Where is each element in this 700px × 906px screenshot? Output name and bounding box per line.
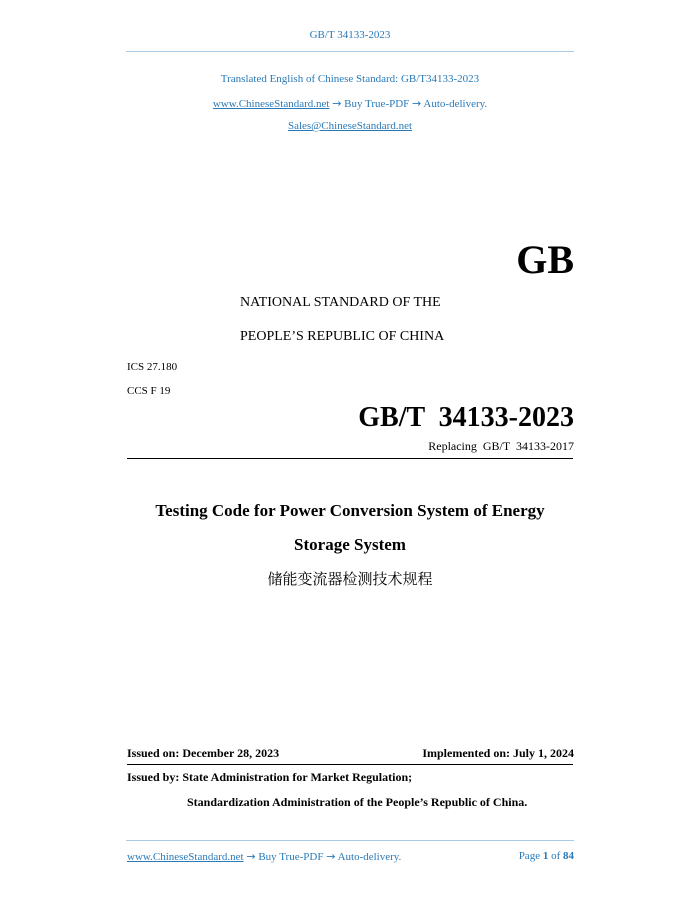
ics-code: ICS 27.180 <box>127 361 178 373</box>
promo-line: Translated English of Chinese Standard: GB/T34133-2023 <box>220 73 480 85</box>
page-number: 1 <box>542 850 549 862</box>
issued-by-line1: Issued by: State Administration for Market Regulation; <box>127 770 413 784</box>
gb-logo: GB <box>516 237 574 282</box>
email-link[interactable]: Sales@ChineseStandard.net <box>287 120 413 132</box>
site-link[interactable]: www.ChineseStandard.net <box>212 98 330 110</box>
replacing-line: Replacing GB/T 34133-2017 <box>428 439 574 453</box>
title-line1: Testing Code for Power Conversion System of Energy <box>155 501 545 520</box>
footer-links <box>127 850 401 863</box>
promo-links-line <box>0 97 700 110</box>
title-line2: Storage System <box>294 535 406 554</box>
footer-delivery-text: Auto-delivery. <box>337 851 402 863</box>
footer-buy-text: Buy True-PDF <box>258 851 324 863</box>
page-total: 84 <box>563 850 574 862</box>
title-chinese: 储能变流器检测技术规程 <box>267 570 433 588</box>
footer-site-link[interactable]: www.ChineseStandard.net <box>127 851 244 863</box>
number-divider <box>127 458 573 459</box>
page-label: Page <box>518 850 541 862</box>
header-divider <box>126 51 574 52</box>
footer-divider <box>126 840 574 841</box>
standard-number: GB/T 34133-2023 <box>358 402 574 433</box>
email-line <box>0 120 700 132</box>
implemented-on: Implemented on: July 1, 2024 <box>422 746 574 760</box>
page-counter <box>519 850 574 862</box>
dates-divider <box>127 764 573 765</box>
arrow-right-icon: → <box>332 97 342 110</box>
ccs-code: CCS F 19 <box>127 385 171 397</box>
running-header: GB/T 34133-2023 <box>309 29 391 41</box>
national-standard-line1: NATIONAL STANDARD OF THE <box>240 295 441 310</box>
auto-delivery-text: Auto-delivery. <box>423 98 488 110</box>
arrow-right-icon: → <box>246 850 256 863</box>
arrow-right-icon: → <box>326 850 336 863</box>
arrow-right-icon: → <box>412 97 422 110</box>
of-label: of <box>551 850 561 862</box>
issued-on: Issued on: December 28, 2023 <box>127 746 280 760</box>
issued-by-line2: Standardization Administration of the People’s Republic of China. <box>187 795 528 809</box>
national-standard-line2: PEOPLE’S REPUBLIC OF CHINA <box>240 329 445 344</box>
buy-pdf-text: Buy True-PDF <box>344 98 410 110</box>
